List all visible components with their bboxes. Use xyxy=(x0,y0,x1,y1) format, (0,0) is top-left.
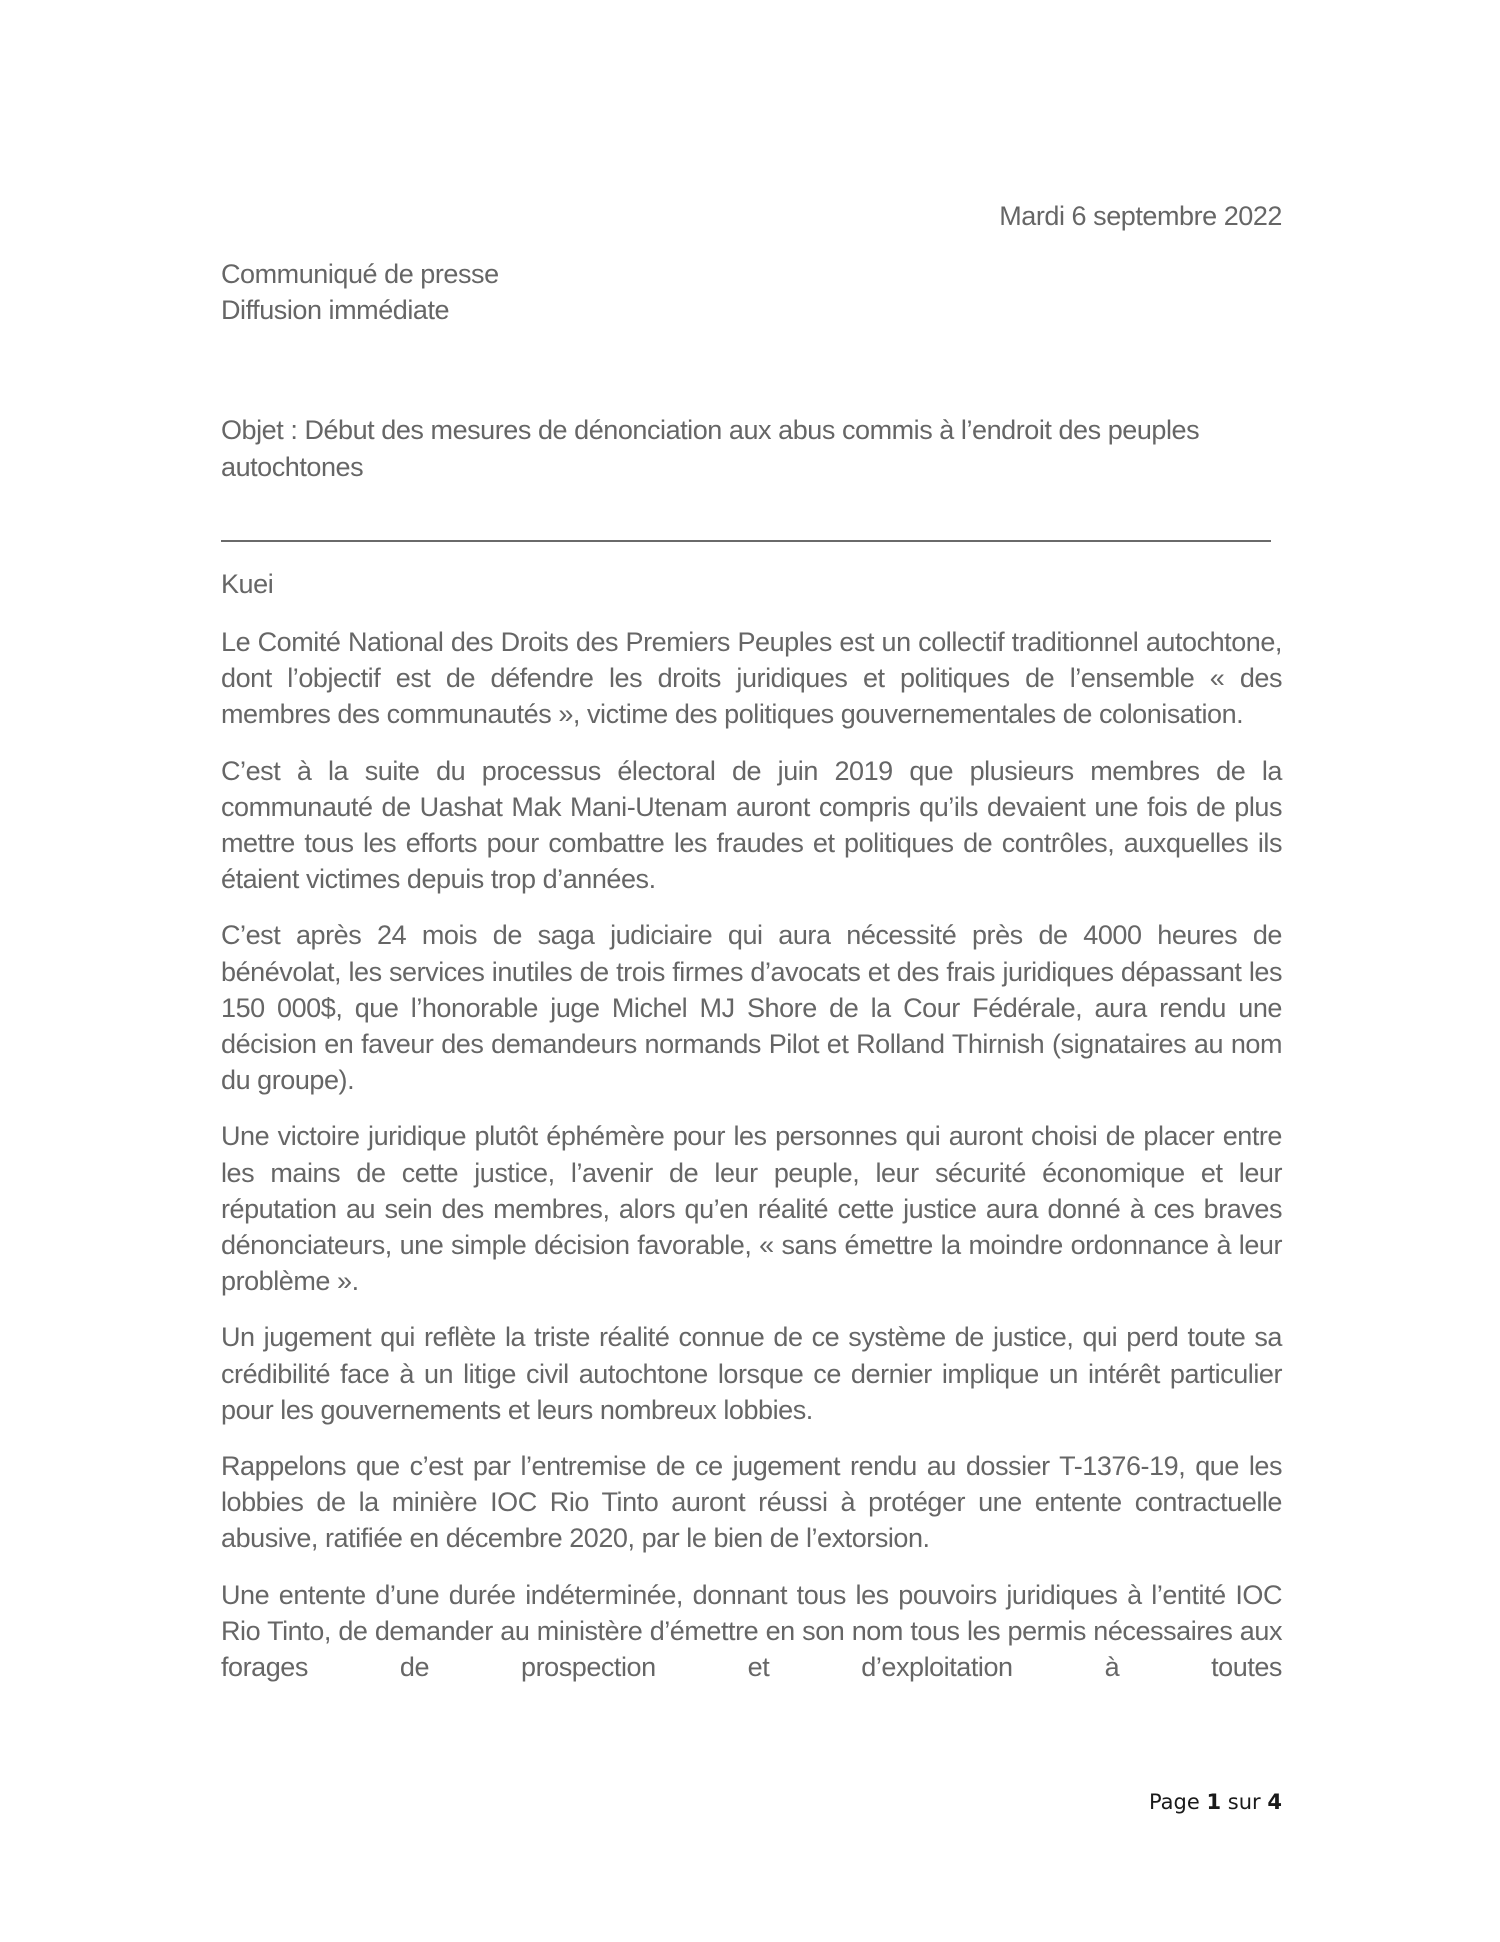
paragraph: Le Comité National des Droits des Premiers Peuples est un collectif traditionnel autochtone, dont l’objectif est de défendre les droits juridiques et politiques de l’ensemble « des membres des communautés », victime des politiques gouvernementales de colonisation. xyxy=(221,627,1282,730)
page-number-footer xyxy=(1149,1790,1282,1814)
paragraph: C’est après 24 mois de saga judiciaire qui aura nécessité près de 4000 heures de bénévolat, les services inutiles de trois firmes d’avocats et des frais juridiques dépassant les 150 000$, que l’honorable juge Michel MJ Shore de la Cour Fédérale, aura rendu une décision en faveur des demandeurs normands Pilot et Rolland Thirnish (signataires au nom du groupe). xyxy=(221,920,1282,1096)
release-header xyxy=(221,256,499,328)
of-label: sur xyxy=(1227,1790,1261,1814)
release-distribution: Diffusion immédiate xyxy=(221,295,450,325)
page-label: Page xyxy=(1148,1790,1200,1814)
body-text xyxy=(221,624,1282,1705)
press-release-date: Mardi 6 septembre 2022 xyxy=(999,201,1282,231)
total-pages-number: 4 xyxy=(1267,1790,1282,1814)
paragraph: Un jugement qui reflète la triste réalité connue de ce système de justice, qui perd toute sa crédibilité face à un litige civil autochtone lorsque ce dernier implique un intérêt particulier pour les gouvernements et leurs nombreux lobbies. xyxy=(221,1322,1282,1425)
paragraph: Rappelons que c’est par l’entremise de ce jugement rendu au dossier T-1376-19, que les lobbies de la minière IOC Rio Tinto auront réussi à protéger une entente contractuelle abusive, ratifiée en décembre 2020, par le bien de l’extorsion. xyxy=(221,1451,1282,1554)
paragraph: Une entente d’une durée indéterminée, donnant tous les pouvoirs juridiques à l’entité IOC Rio Tinto, de demander au ministère d’émettre en son nom tous les permis nécessaires aux forages de prospection et d’exploitation à toutes xyxy=(221,1579,1282,1683)
paragraph: C’est à la suite du processus électoral de juin 2019 que plusieurs membres de la communauté de Uashat Mak Mani-Utenam auront compris qu’ils devaient une fois de plus mettre tous les efforts pour combattre les fraudes et politiques de contrôles, auxquelles ils étaient victimes depuis trop d’années. xyxy=(221,755,1282,895)
current-page-number: 1 xyxy=(1206,1790,1222,1814)
subject-line: Objet : Début des mesures de dénonciation aux abus commis à l’endroit des peuples autochtones xyxy=(221,415,1200,482)
greeting: Kuei xyxy=(221,569,274,599)
separator-rule xyxy=(221,540,1271,542)
release-type: Communiqué de presse xyxy=(221,259,499,289)
paragraph: Une victoire juridique plutôt éphémère pour les personnes qui auront choisi de placer entre les mains de cette justice, l’avenir de leur peuple, leur sécurité économique et leur réputation au sein des membres, alors qu’en réalité cette justice aura donné à ces braves dénonciateurs, une simple décision favorable, « sans émettre la moindre ordonnance à leur problème ». xyxy=(221,1121,1282,1297)
